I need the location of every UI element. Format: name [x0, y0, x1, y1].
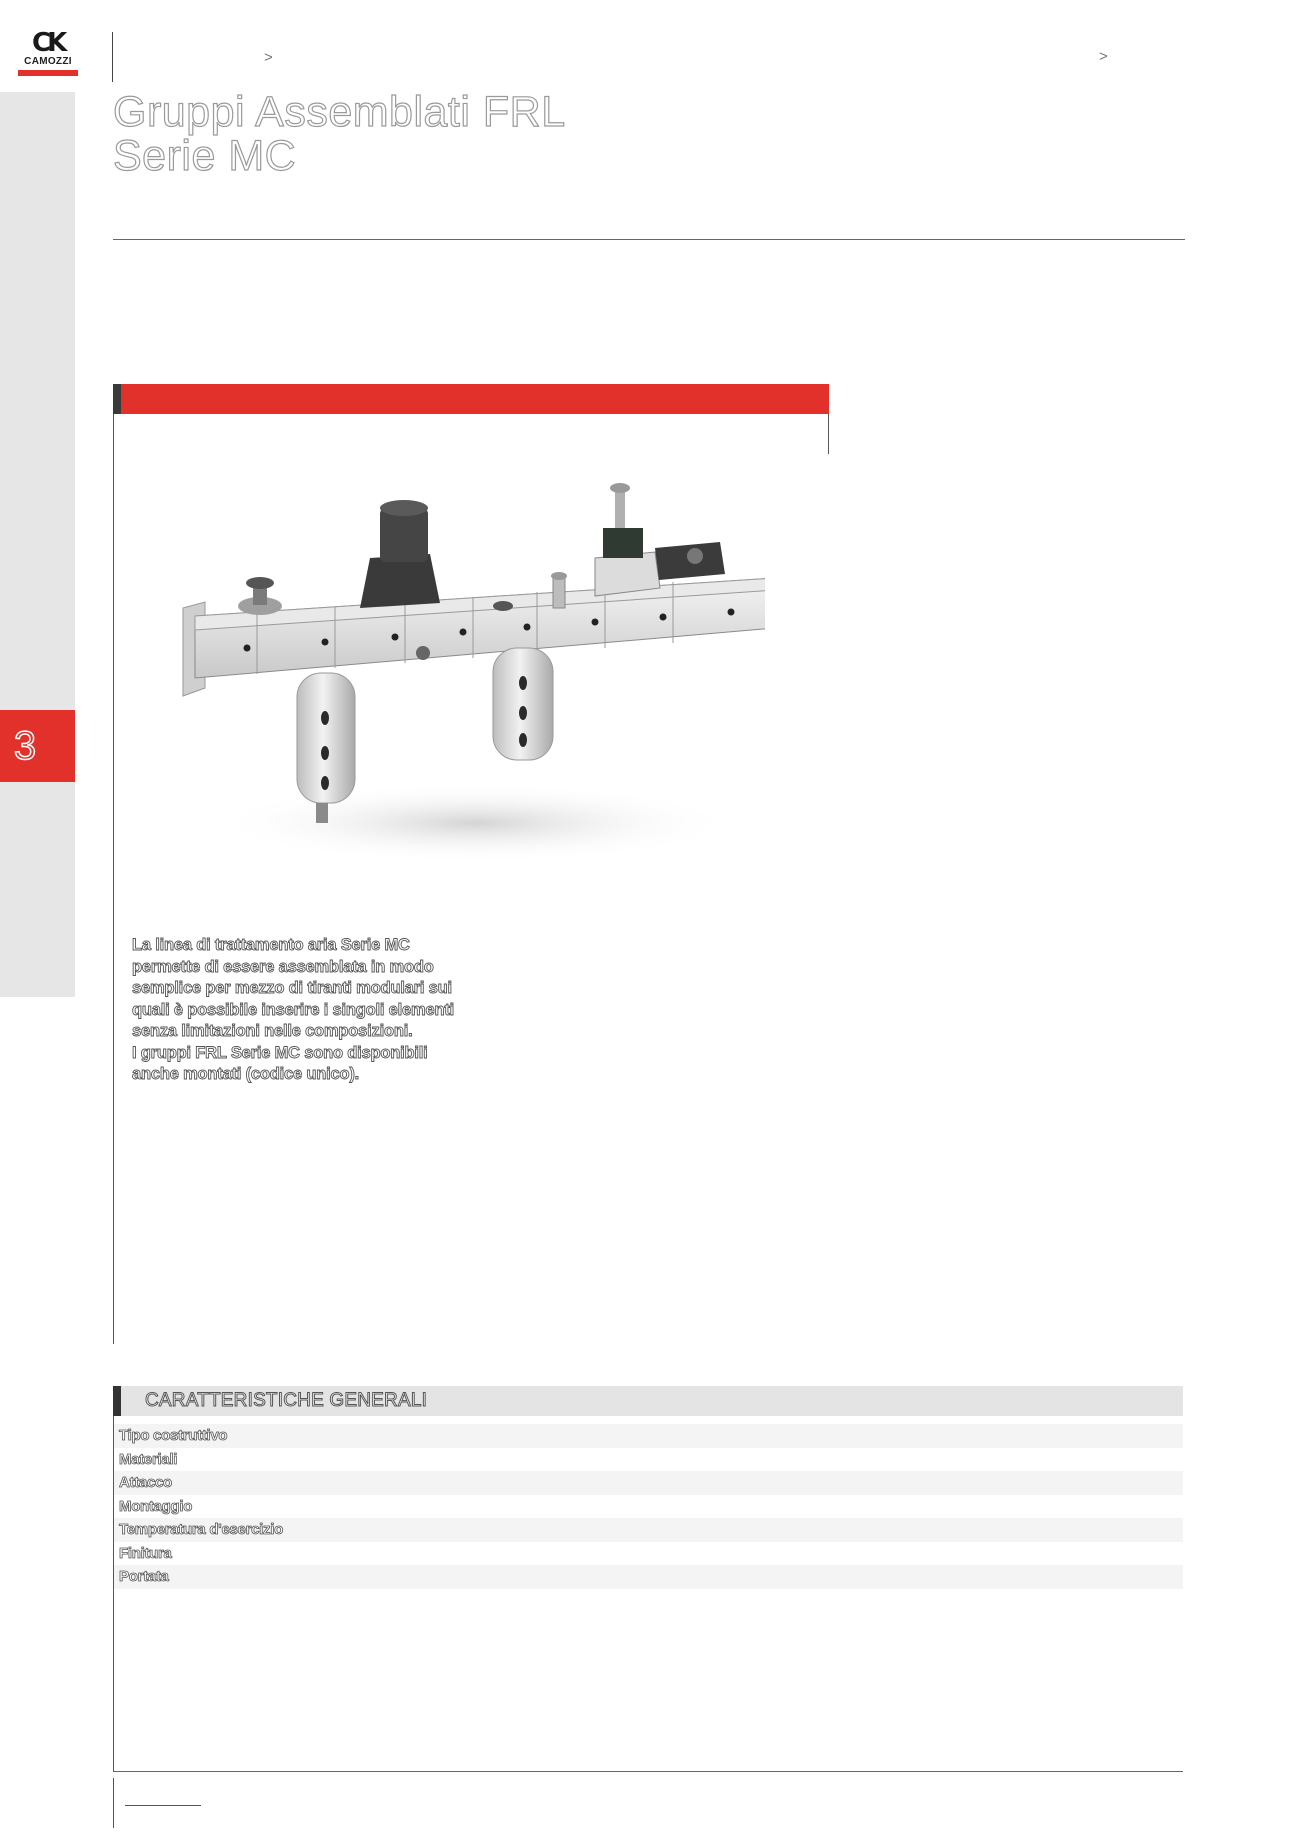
table-side-rule [113, 1416, 114, 1772]
description-line: La linea di trattamento aria Serie MC [132, 936, 410, 954]
characteristics-header [113, 1386, 1183, 1416]
footer-short-rule [125, 1805, 201, 1806]
breadcrumb-separator: > [264, 49, 273, 66]
characteristics-title: CARATTERISTICHE GENERALI [145, 1390, 428, 1411]
description-line: quali è possibile inserire i singoli elementi [132, 1000, 455, 1019]
table-row [113, 1424, 1183, 1448]
row-label: Tipo costruttivo [119, 1427, 228, 1444]
page-title-line: Gruppi Assemblati FRL [113, 88, 566, 136]
table-row [113, 1565, 1183, 1589]
row-label: Attacco [119, 1474, 172, 1491]
section-banner [113, 384, 829, 414]
camozzi-logo [18, 30, 78, 80]
chapter-number: 3 [13, 724, 37, 768]
header-divider [112, 32, 113, 82]
table-row [113, 1495, 1183, 1519]
frl-assembly-image [175, 478, 765, 918]
logo-wordmark: CAMOZZI [24, 56, 72, 67]
product-description [132, 935, 492, 1086]
table-row [113, 1471, 1183, 1495]
section-banner-marker [113, 384, 121, 414]
page-title [113, 90, 566, 178]
description-line: I gruppi FRL Serie MC sono disponibili [132, 1043, 428, 1062]
row-label: Materiali [119, 1450, 178, 1468]
footer-rule [113, 1771, 1183, 1772]
footer-divider [113, 1778, 114, 1828]
characteristics-header-marker [113, 1386, 121, 1416]
description-line: senza limitazioni nelle composizioni. [132, 1022, 413, 1040]
row-label: Finitura [119, 1544, 172, 1562]
logo-mark: CK [32, 28, 64, 58]
description-line: semplice per mezzo di tiranti modulari sui [132, 979, 452, 997]
row-label: Temperatura d'esercizio [119, 1521, 283, 1538]
characteristics-table [113, 1424, 1183, 1589]
description-line: permette di essere assemblata in modo [132, 957, 434, 976]
page-title-line: Serie MC [113, 132, 297, 180]
table-row [113, 1518, 1183, 1542]
chapter-tab[interactable] [0, 710, 75, 782]
content-rule [113, 384, 114, 1344]
logo-bar [18, 70, 78, 76]
row-label: Portata [119, 1568, 169, 1585]
description-line: anche montati (codice unico). [132, 1065, 360, 1083]
title-rule [113, 239, 1185, 240]
table-row [113, 1448, 1183, 1472]
sidebar [0, 92, 75, 997]
row-label: Montaggio [119, 1497, 193, 1515]
table-row [113, 1542, 1183, 1566]
breadcrumb-separator: > [1099, 48, 1108, 65]
